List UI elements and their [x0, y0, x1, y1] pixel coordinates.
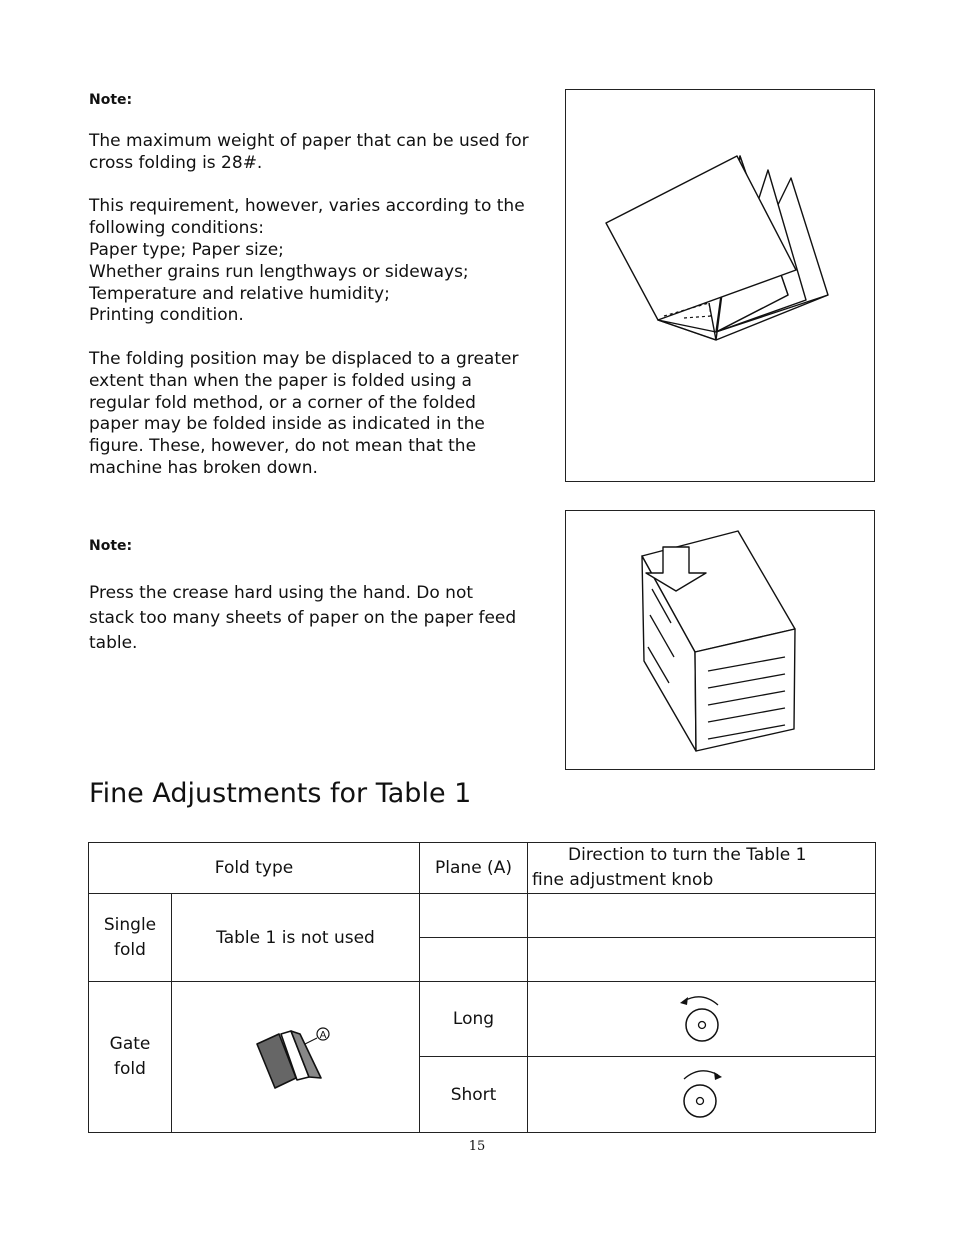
note-1-label: Note: — [89, 92, 133, 108]
gate-fold-label-line-1: Gate — [109, 1034, 151, 1054]
note-2-text: Press the crease hard using the hand. Do not stack too many sheets of paper on the paper feed table. — [89, 583, 517, 653]
table-header-row — [89, 843, 876, 894]
paper-stack-illustration — [566, 511, 874, 769]
page-number: 15 — [468, 1139, 486, 1154]
single-fold-label — [89, 894, 172, 982]
plane-a-label: A — [319, 1030, 326, 1041]
gate-fold-diagram-icon — [251, 1022, 341, 1092]
clockwise-knob-icon — [672, 1067, 732, 1123]
gate-fold-label-line-2: fold — [114, 1059, 146, 1079]
table-row-single-1 — [89, 894, 876, 938]
paper-stack-figure — [565, 510, 875, 770]
gate-fold-figure-cell — [172, 982, 420, 1133]
single-fold-label-line-2: fold — [114, 939, 146, 960]
header-direction-line-1: Direction to turn the Table 1 — [568, 845, 807, 865]
single-plane-cell-2 — [420, 938, 528, 982]
note-2-label: Note: — [89, 538, 133, 554]
fine-adjustment-table — [88, 842, 876, 1133]
cross-fold-figure — [565, 89, 875, 482]
header-fold-type: Fold type — [89, 843, 420, 894]
single-plane-cell-1 — [420, 894, 528, 938]
section-title: Fine Adjustments for Table 1 — [89, 778, 472, 809]
gate-plane-short: Short — [420, 1057, 528, 1133]
header-direction — [528, 843, 876, 894]
folded-sheets-illustration — [566, 90, 874, 481]
table-row-gate-long — [89, 982, 876, 1057]
single-fold-note: Table 1 is not used — [172, 894, 420, 982]
single-fold-label-line-1: Single — [103, 914, 157, 935]
gate-plane-long: Long — [420, 982, 528, 1057]
gate-direction-short — [528, 1057, 876, 1133]
single-direction-cell-1 — [528, 894, 876, 938]
counterclockwise-knob-icon — [672, 991, 732, 1047]
single-direction-cell-2 — [528, 938, 876, 982]
header-plane: Plane (A) — [420, 843, 528, 894]
header-direction-line-2: fine adjustment knob — [532, 870, 714, 890]
gate-direction-long — [528, 982, 876, 1057]
note-1-text: The maximum weight of paper that can be used for cross folding is 28#. This requirement, however, varies according to the following conditions: Paper type; Paper size; Whether grains run lengthways or sideways; Temperature and relative humidity; Printing condition. The folding position may be displaced to a greater extent than when the paper is folded using a regular fold method, or a corner of the folded paper may be folded inside as indicated in the figure. These, however, do not mean that the machine has broken down. — [89, 131, 529, 478]
gate-fold-label — [89, 982, 172, 1133]
